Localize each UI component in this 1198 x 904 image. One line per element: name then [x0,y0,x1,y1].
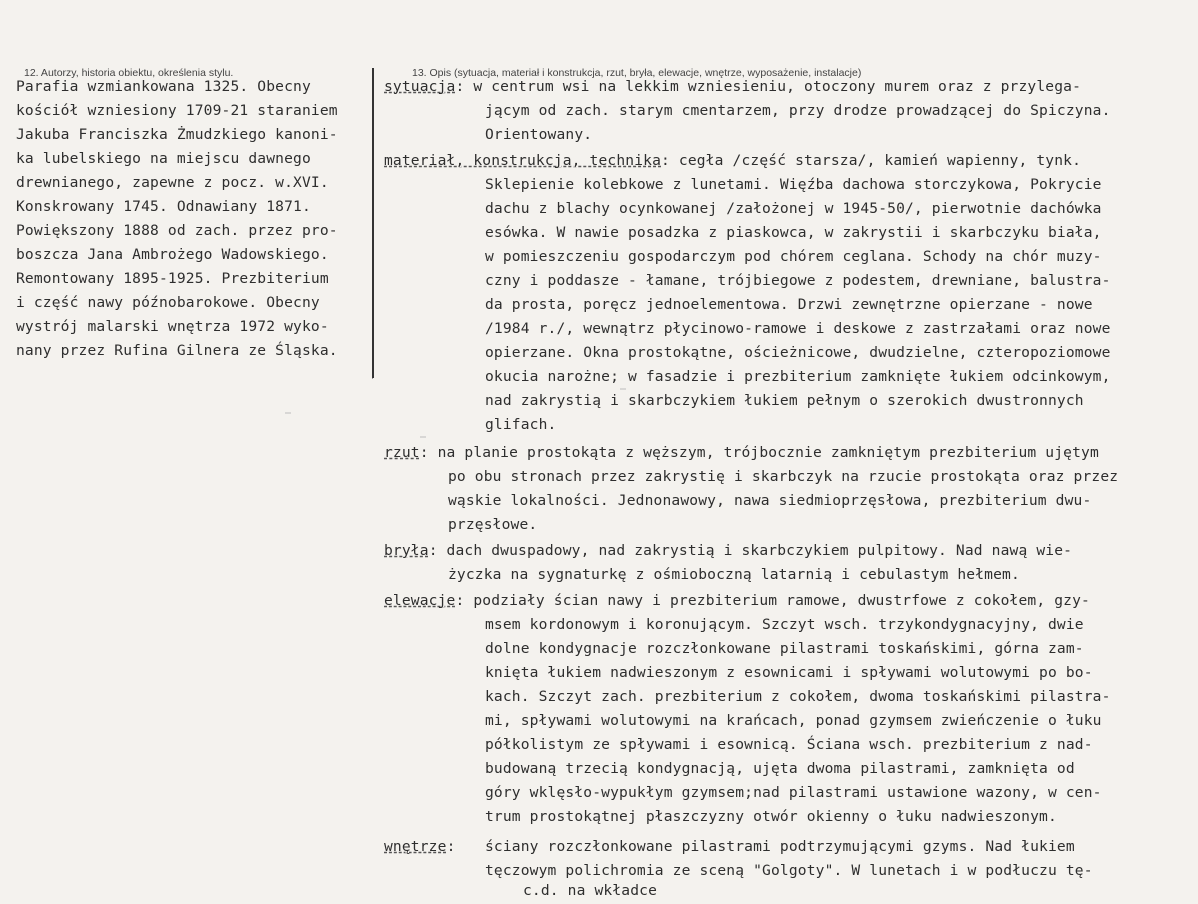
right-column-header: 13. Opis (sytuacja, materiał i konstrukcja, rzut, bryła, elewacje, wnętrze, wyposażenie, instalacje) [412,67,862,79]
section-line: mi, spływami wolutowymi na krańcach, ponad gzymsem zwieńczenie o łuku [485,712,1102,729]
section-line [384,444,1099,461]
section-line: góry wklęsło-wypukłym gzymsem;nad pilastrami ustawione wazony, w cen- [485,784,1102,801]
paper-speck [620,388,626,390]
section-line: w pomieszczeniu gospodarczym pod chórem ceglana. Schody na chór muzy- [485,248,1102,265]
left-column-header: 12. Autorzy, historia obiektu, określenia stylu. [24,67,234,79]
section-label: wnętrze [384,838,447,855]
left-line: kościół wzniesiony 1709-21 staraniem [16,102,338,119]
section-line: półkolistym ze spływami i esownicą. Ściana wsch. prezbiterium z nad- [485,736,1093,753]
section-line: życzka na sygnaturkę z ośmioboczną latarnią i cebulastym hełmem. [448,566,1020,583]
left-line: drewnianego, zapewne z pocz. w.XVI. [16,174,329,191]
section-line [384,78,1081,95]
section-text: : w centrum wsi na lekkim wzniesieniu, otoczony murem oraz z przylega- [455,78,1082,95]
section-line [384,838,456,855]
paper-speck [285,412,291,414]
section-line: przęsłowe. [448,516,538,533]
section-line: /1984 r./, wewnątrz płycinowo-ramowe i deskowe z zastrzałami oraz nowe [485,320,1111,337]
section-text: : podziały ścian nawy i prezbiterium ramowe, dwustrfowe z cokołem, gzy- [455,592,1090,609]
section-line: dolne kondygnacje rozczłonkowane pilastrami toskańskimi, górna zam- [485,640,1084,657]
section-line: po obu stronach przez zakrystię i skarbczyk na rzucie prostokąta oraz przez [448,468,1119,485]
section-text: : na planie prostokąta z węższym, trójbocznie zamkniętym prezbiterium ujętym [419,444,1099,461]
section-line [384,542,1072,559]
section-line: knięta łukiem nadwieszonym z esownicami i spływami wolutowymi po bo- [485,664,1093,681]
left-line: Konskrowany 1745. Odnawiany 1871. [16,198,311,215]
section-line: okucia narożne; w fasadzie i prezbiterium zamknięte łukiem odcinkowym, [485,368,1111,385]
left-line: boszcza Jana Ambrożego Wadowskiego. [16,246,329,263]
section-line: wąskie lokalności. Jednonawowy, nawa siedmioprzęsłowa, prezbiterium dwu- [448,492,1092,509]
column-divider [372,68,374,378]
section-line: ściany rozczłonkowane pilastrami podtrzymującymi gzyms. Nad łukiem [485,838,1075,855]
section-line: opierzane. Okna prostokątne, ościeżnicowe, dwudzielne, czteropoziomowe [485,344,1111,361]
section-line: czny i poddasze - łamane, trójbiegowe z podestem, drewniane, balustra- [485,272,1111,289]
section-line: trum prostokątnej płaszczyzny otwór okienny o łuku nadwieszonym. [485,808,1057,825]
section-line: jącym od zach. starym cmentarzem, przy drodze prowadzącej do Spiczyna. [485,102,1111,119]
section-line [384,592,1090,609]
section-line: da prosta, poręcz jednoelementowa. Drzwi zewnętrzne opierzane - nowe [485,296,1093,313]
left-line: nany przez Rufina Gilnera ze Śląska. [16,342,338,359]
section-line: esówka. W nawie posadzka z piaskowca, w zakrystii i skarbczyku biała, [485,224,1102,241]
section-line: Sklepienie kolebkowe z lunetami. Więźba dachowa storczykowa, Pokrycie [485,176,1102,193]
section-text: : dach dwuspadowy, nad zakrystią i skarbczykiem pulpitowy. Nad nawą wie- [428,542,1073,559]
section-line: tęczowym polichromia ze sceną "Golgoty". W lunetach i w podłuczu tę- [485,862,1093,879]
left-line: Jakuba Franciszka Żmudzkiego kanoni- [16,126,338,143]
section-label: sytuacja [384,78,456,95]
left-line: Powiększony 1888 od zach. przez pro- [16,222,338,239]
section-line: nad zakrystią i skarbczykiem łukiem pełnym o szerokich dwustronnych [485,392,1084,409]
left-line: ka lubelskiego na miejscu dawnego [16,150,311,167]
left-line: i część nawy późnobarokowe. Obecny [16,294,320,311]
section-line: budowaną trzecią kondygnacją, ujęta dwoma pilastrami, zamknięta od [485,760,1075,777]
column-divider-lower [372,378,373,379]
left-line: wystrój malarski wnętrza 1972 wyko- [16,318,329,335]
section-line: glifach. [485,416,557,433]
section-line: kach. Szczyt zach. prezbiterium z cokołem, dwoma toskańskimi pilastra- [485,688,1111,705]
section-text: : [446,838,456,855]
section-text: : cegła /część starsza/, kamień wapienny, tynk. [661,152,1082,169]
section-label: bryła [384,542,429,559]
section-label: elewacje [384,592,456,609]
section-label: rzut [384,444,420,461]
section-line: c.d. na wkładce [523,882,658,899]
section-label: materiał, konstrukcja, technika [384,152,662,169]
section-line: Orientowany. [485,126,593,143]
section-line: msem kordonowym i koronującym. Szczyt wsch. trzykondygnacyjny, dwie [485,616,1084,633]
left-line: Remontowany 1895-1925. Prezbiterium [16,270,329,287]
section-line [384,152,1081,169]
paper-speck [420,436,426,438]
section-line: dachu z blachy ocynkowanej /założonej w 1945-50/, pierwotnie dachówka [485,200,1102,217]
left-line: Parafia wzmiankowana 1325. Obecny [16,78,311,95]
